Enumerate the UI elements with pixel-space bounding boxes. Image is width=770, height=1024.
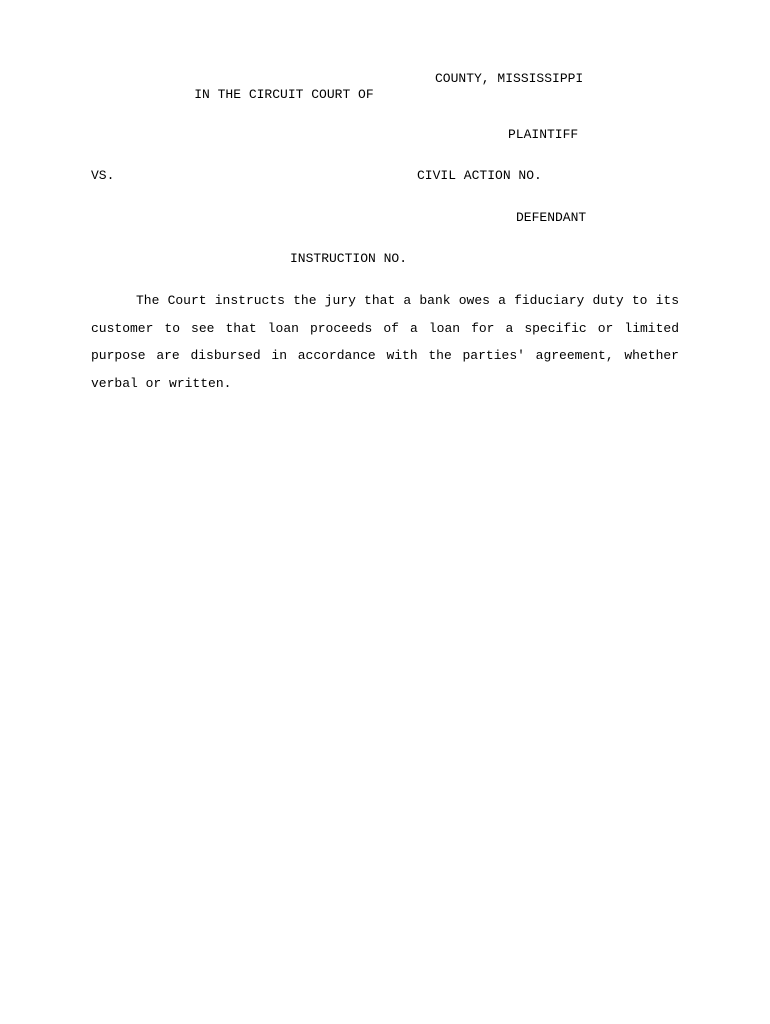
court-heading-county: COUNTY, MISSISSIPPI	[435, 71, 584, 86]
versus-label: VS.	[91, 168, 115, 183]
court-heading-prefix: IN THE CIRCUIT COURT OF	[194, 87, 374, 102]
civil-action-label: CIVIL ACTION NO.	[417, 168, 542, 183]
defendant-label: DEFENDANT	[516, 210, 587, 225]
instruction-body-text: The Court instructs the jury that a bank owes a fiduciary duty to its customer to see that loan proceeds of a loan for a specific or limited purpose are disbursed in accordance with the parties' agreement, whether verbal or written.	[91, 293, 679, 391]
plaintiff-label: PLAINTIFF	[508, 127, 579, 142]
instruction-number-label: INSTRUCTION NO.	[290, 251, 408, 266]
